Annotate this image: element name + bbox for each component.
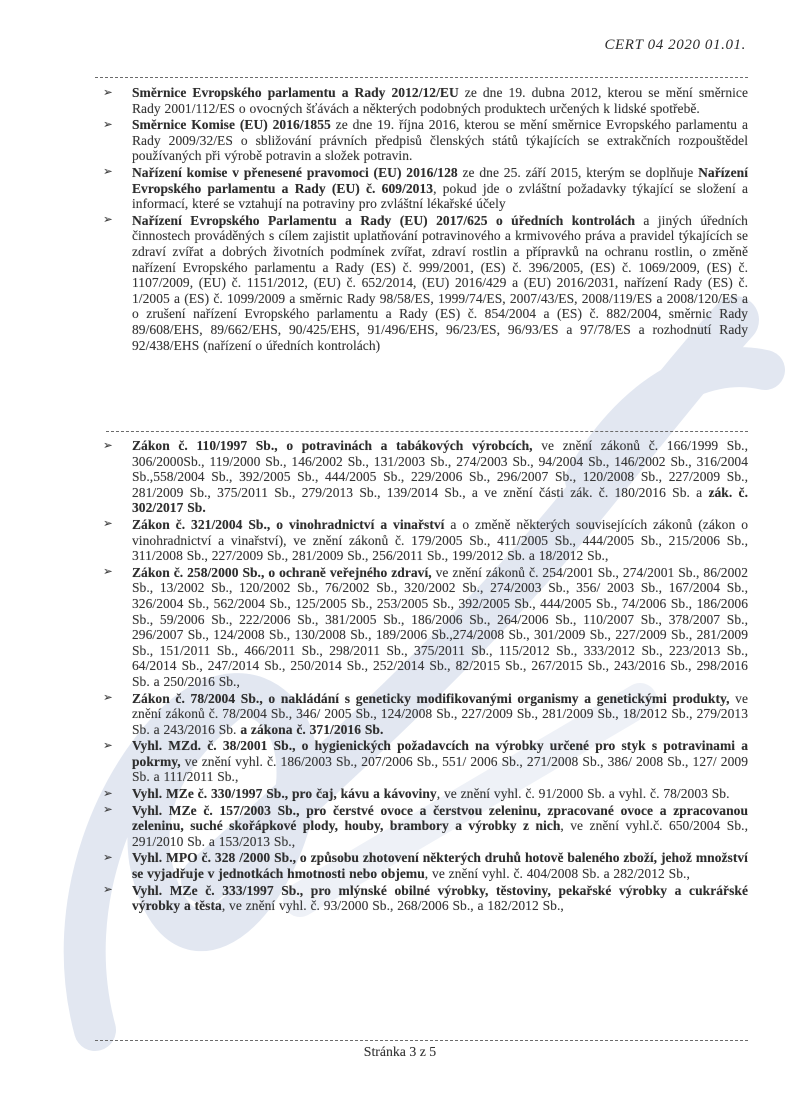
- list-item: [102, 117, 748, 164]
- list-item-text: Zákon č. 321/2004 Sb., o vinohradnictví a vinařství a o změně některých souvisejících zákonů (zákon o vinohradnictví a vinařství), ve znění zákonů č. 179/2005 Sb., 411/2005 Sb., 444/2005 Sb., 215/2006 Sb., 311/2008 Sb., 227/2009 Sb., 281/2009 Sb., 256/2011 Sb., 199/2012 Sb. a 18/2012 Sb.,: [132, 516, 748, 564]
- arrow-bullet-icon: ➢: [103, 884, 113, 897]
- list-item: [102, 213, 748, 353]
- list-item: [102, 803, 748, 850]
- arrow-bullet-icon: ➢: [103, 86, 113, 99]
- document-reference-code: CERT 04 2020 01.01.: [604, 37, 746, 53]
- arrow-bullet-icon: ➢: [103, 692, 113, 704]
- page-number-footer: Stránka 3 z 5: [363, 1044, 437, 1059]
- arrow-bullet-icon: ➢: [103, 804, 113, 817]
- list-item-text: Vyhl. MZd. č. 38/2001 Sb., o hygienických požadavcích na výrobky určené pro styk s potravinami a pokrmy, ve znění vyhl. č. 186/2003 Sb., 207/2006 Sb., 551/ 2006 Sb., 271/2008 Sb., 386/ 2008 Sb., 127/ 2009 Sb. a 111/2011 Sb.,: [132, 738, 748, 785]
- list-item-text: Vyhl. MZe č. 330/1997 Sb., pro čaj, kávu a kávoviny, ve znění vyhl. č. 91/2000 Sb. a vyhl. č. 78/2003 Sb.: [132, 786, 730, 802]
- arrow-bullet-icon: ➢: [103, 566, 113, 579]
- list-item-text: Vyhl. MPO č. 328 /2000 Sb., o způsobu zhotovení některých druhů hotově baleného zboží, jehož množství se vyjadřuje v jednotkách hmotnosti nebo objemu, ve znění vyhl. č. 404/2008 Sb. a 282/2012 Sb.,: [132, 850, 748, 882]
- list-item-text: Nařízení Evropského Parlamentu a Rady (EU) 2017/625 o úředních kontrolách a jiných úředních činnostech prováděných s cílem zajistit uplatňování potravinového a krmivového práva a pravidel týkajících se zdraví zvířat a dobrých životních podmínek zvířat, zdraví rostlin a přípravků na ochranu rostlin, o změně nařízení Evropského parlamentu a Rady (ES) č. 999/2001, (ES) č. 396/2005, (ES) č. 1069/2009, (ES) č. 1107/2009, (EU) č. 1151/2012, (EU) č. 652/2014, (EU) 2016/429 a (EU) 2016/2031, nařízení Rady (ES) č. 1/2005 a (ES) č. 1099/2009 a směrnic Rady 98/58/ES, 1999/74/ES, 2007/43/ES, 2008/119/ES a 2008/120/ES a o zrušení nařízení Evropského parlamentu a Rady (ES) č. 854/2004 a (ES) č. 882/2004, směrnic Rady 89/608/EHS, 89/662/EHS, 90/425/EHS, 91/496/EHS, 96/23/ES, 96/93/ES a 97/78/ES a rozhodnutí Rady 92/438/EHS (nařízení o úředních kontrolách): [132, 212, 748, 353]
- list-item: [102, 438, 748, 516]
- list-item: [102, 85, 748, 116]
- list-item: [102, 850, 748, 881]
- arrow-bullet-icon: ➢: [103, 214, 113, 227]
- list-item-text: Zákon č. 258/2000 Sb., o ochraně veřejného zdraví, ve znění zákonů č. 254/2001 Sb., 274/2001 Sb., 86/2002 Sb., 13/2002 Sb., 120/2002 Sb., 76/2002 Sb., 320/2002 Sb., 274/2003 Sb., 356/ 2003 Sb., 167/2004 Sb., 326/2004 Sb., 562/2004 Sb., 125/2005 Sb., 253/2005 Sb., 392/2005 Sb., 444/2005 Sb., 74/2006 Sb., 186/2006 Sb., 59/2006 Sb., 222/2006 Sb., 381/2005 Sb., 186/2006 Sb., 264/2006 Sb., 110/2007 Sb., 378/2007 Sb., 296/2007 Sb., 124/2008 Sb., 130/2008 Sb., 189/2006 Sb.,274/2008 Sb., 301/2009 Sb., 227/2009 Sb., 281/2009 Sb., 151/2011 Sb., 466/2011 Sb., 298/2011 Sb., 375/2011 Sb., 115/2012 Sb., 333/2012 Sb., 223/2013 Sb., 64/2014 Sb., 247/2014 Sb., 250/2014 Sb., 252/2014 Sb., 82/2015 Sb., 267/2015 Sb., 243/2016 Sb., 298/2016 Sb. a 250/2016 Sb.,: [132, 564, 748, 689]
- eu-legislation-list: [102, 85, 748, 354]
- list-item-text: Vyhl. MZe č. 333/1997 Sb., pro mlýnské obilné výrobky, těstoviny, pekařské výrobky a cukrářské výrobky a těsta, ve znění vyhl. č. 93/2000 Sb., 268/2006 Sb., a 182/2012 Sb.,: [132, 882, 748, 914]
- list-item-text: Zákon č. 110/1997 Sb., o potravinách a tabákových výrobcích, ve znění zákonů č. 166/1999 Sb., 306/2000Sb., 119/2000 Sb., 146/2002 Sb., 131/2003 Sb., 274/2003 Sb., 94/2004 Sb., 146/2002 Sb., 316/2004 Sb.,558/2004 Sb., 392/2005 Sb., 444/2005 Sb., 229/2006 Sb., 296/2007 Sb., 120/2008 Sb., 227/2009 Sb., 281/2009 Sb., 375/2011 Sb., 279/2013 Sb., 139/2014 Sb., a ve znění části zák. č. 180/2016 Sb. a zák. č. 302/2017 Sb.: [132, 438, 749, 516]
- middle-dashed-divider: [106, 431, 748, 432]
- bottom-dashed-divider: [95, 1040, 748, 1041]
- list-item-text: Směrnice Evropského parlamentu a Rady 2012/12/EU ze dne 19. dubna 2012, kterou se mění směrnice Rady 2001/112/ES o ovocných šťávách a některých podobných produktech určených k lidské spotřebě.: [132, 85, 748, 116]
- arrow-bullet-icon: ➢: [103, 518, 113, 531]
- list-item: [102, 691, 748, 738]
- list-item: [102, 565, 748, 690]
- list-item: [102, 883, 748, 914]
- arrow-bullet-icon: ➢: [103, 851, 113, 864]
- national-legislation-list: [102, 438, 748, 915]
- arrow-bullet-icon: ➢: [103, 739, 113, 752]
- arrow-bullet-icon: ➢: [103, 166, 113, 179]
- top-dashed-divider: [95, 77, 748, 78]
- list-item: [102, 165, 748, 212]
- list-item: [102, 738, 748, 785]
- list-item: [102, 786, 748, 802]
- arrow-bullet-icon: ➢: [103, 787, 113, 800]
- list-item-text: Zákon č. 78/2004 Sb., o nakládání s geneticky modifikovanými organismy a genetickými produkty, ve znění zákonů č. 78/2004 Sb., 346/ 2005 Sb., 124/2008 Sb., 227/2009 Sb., 281/2009 Sb., 18/2012 Sb., 279/2013 Sb. a 243/2016 Sb. a zákona č. 371/2016 Sb.: [132, 690, 748, 737]
- list-item-text: Směrnice Komise (EU) 2016/1855 ze dne 19. října 2016, kterou se mění směrnice Evropského parlamentu a Rady 2009/32/ES o sbližování právních předpisů členských států týkajících se extrakčních rozpouštědel používaných při výrobě potravin a složek potravin.: [132, 117, 748, 164]
- arrow-bullet-icon: ➢: [103, 439, 113, 452]
- list-item-text: Nařízení komise v přenesené pravomoci (EU) 2016/128 ze dne 25. září 2015, kterým se doplňuje Nařízení Evropského parlamentu a Rady (EU) č. 609/2013, pokud jde o zvláštní požadavky týkající se složení a informací, které se vztahují na potraviny pro zvláštní lékařské účely: [132, 164, 748, 212]
- arrow-bullet-icon: ➢: [103, 118, 113, 131]
- list-item-text: Vyhl. MZe č. 157/2003 Sb., pro čerstvé ovoce a čerstvou zeleninu, zpracované ovoce a zpracovanou zeleninu, suché skořápkové plody, houby, brambory a výrobky z nich, ve znění vyhl.č. 650/2004 Sb., 291/2010 Sb. a 153/2013 Sb.,: [132, 802, 748, 849]
- list-item: [102, 517, 748, 564]
